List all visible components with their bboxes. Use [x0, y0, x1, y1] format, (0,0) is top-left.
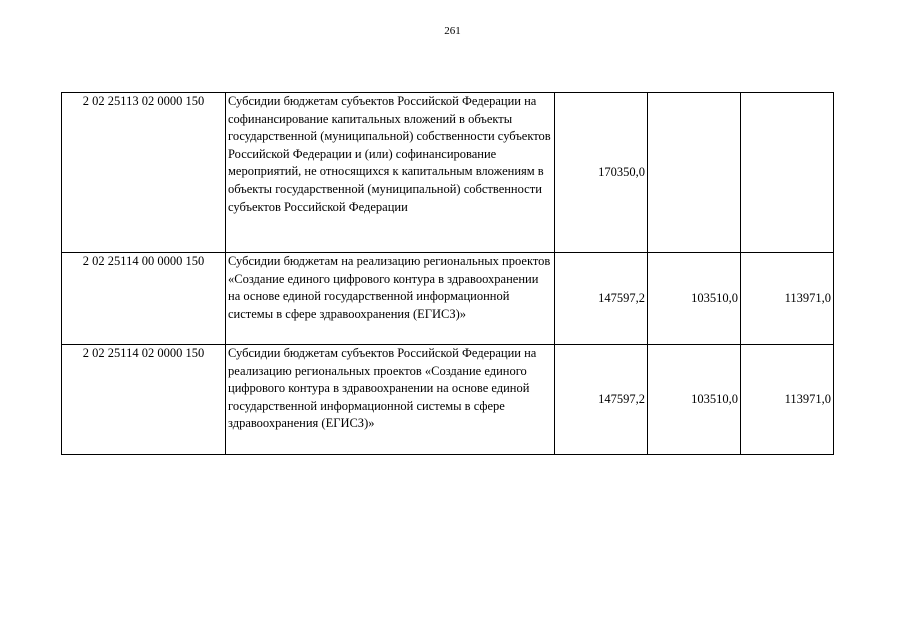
budget-table	[61, 92, 834, 455]
description-cell: Субсидии бюджетам на реализацию региональных проектов «Создание единого цифрового контура в здравоохранении на основе единой государственной информационной системы в сфере здравоохранения (ЕГИСЗ)»	[226, 253, 555, 345]
amount-year1-cell: 147597,2	[555, 345, 648, 455]
amount-year3-cell: 113971,0	[741, 253, 834, 345]
amount-year3-cell: 113971,0	[741, 345, 834, 455]
amount-year2-cell	[648, 93, 741, 253]
table-row	[62, 345, 834, 455]
budget-code-cell: 2 02 25114 02 0000 150	[62, 345, 226, 455]
amount-year2-cell: 103510,0	[648, 253, 741, 345]
table-row	[62, 93, 834, 253]
amount-year2-cell: 103510,0	[648, 345, 741, 455]
description-cell: Субсидии бюджетам субъектов Российской Федерации на реализацию региональных проектов «Создание единого цифрового контура в здравоохранении на основе единой государственной информационной системы в сфере здравоохранения (ЕГИСЗ)»	[226, 345, 555, 455]
budget-code-cell: 2 02 25114 00 0000 150	[62, 253, 226, 345]
budget-code-cell: 2 02 25113 02 0000 150	[62, 93, 226, 253]
amount-year1-cell: 170350,0	[555, 93, 648, 253]
table-row	[62, 253, 834, 345]
page-number: 261	[444, 25, 461, 37]
description-cell: Субсидии бюджетам субъектов Российской Федерации на софинансирование капитальных вложений в объекты государственной (муниципальной) собственности субъектов Российской Федерации и (или) софинансирование мероприятий, не относящихся к капитальным вложениям в объекты государственной (муниципальной) собственности субъектов Российской Федерации	[226, 93, 555, 253]
amount-year1-cell: 147597,2	[555, 253, 648, 345]
amount-year3-cell	[741, 93, 834, 253]
